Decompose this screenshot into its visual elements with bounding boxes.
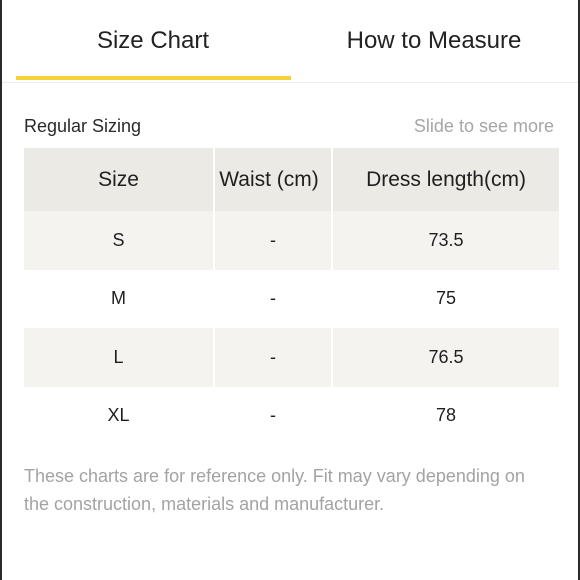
cell-dress-length: 73.5 xyxy=(331,211,559,270)
header-waist xyxy=(213,148,331,211)
header-size: Size xyxy=(98,167,139,191)
cell-dress-length: 78 xyxy=(331,387,559,446)
header-waist-label: Waist (cm) xyxy=(219,167,319,191)
scroll-hint: Slide to see more xyxy=(413,116,554,136)
table-header-row xyxy=(24,148,559,211)
cell-size: M xyxy=(111,288,126,309)
cell-waist: - xyxy=(213,387,331,446)
disclaimer-text: These charts are for reference only. Fit may vary depending on the construction, materials and manufacturer. xyxy=(24,466,525,514)
cell-size: XL xyxy=(107,405,130,426)
section-title: Regular Sizing xyxy=(24,116,142,136)
table-row xyxy=(24,211,559,270)
tab-size-chart[interactable]: Size Chart xyxy=(96,27,210,54)
table-row xyxy=(24,328,559,387)
cell-dress-length: 75 xyxy=(331,270,559,329)
tab-bar xyxy=(2,0,578,83)
tab-how-to-measure[interactable]: How to Measure xyxy=(346,27,522,54)
table-row xyxy=(24,270,559,329)
cell-waist: - xyxy=(213,328,331,387)
active-tab-indicator xyxy=(16,76,291,80)
size-table[interactable] xyxy=(24,148,559,445)
cell-dress-length: 76.5 xyxy=(331,328,559,387)
cell-waist: - xyxy=(213,211,331,270)
cell-size: L xyxy=(113,346,124,367)
cell-size: S xyxy=(112,229,125,250)
cell-waist: - xyxy=(213,270,331,329)
header-dress-length: Dress length(cm) xyxy=(331,148,559,211)
table-row xyxy=(24,387,559,446)
